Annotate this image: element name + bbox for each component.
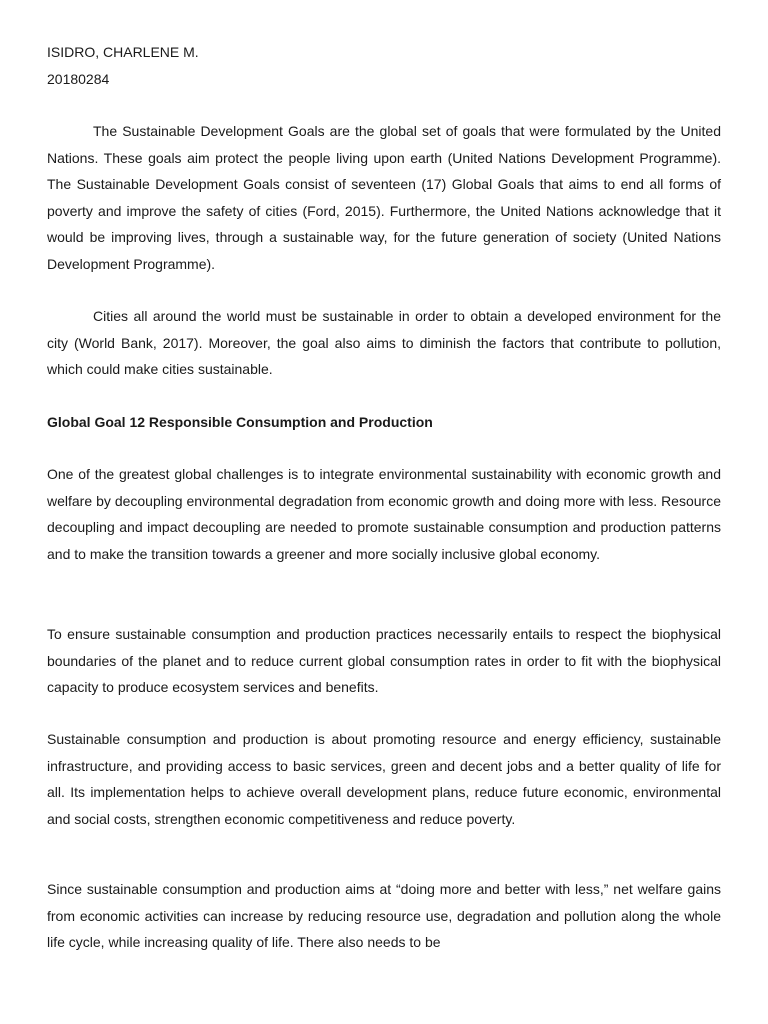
paragraph-global-challenges: One of the greatest global challenges is to integrate environmental sustainability with economic growth and welfare by decoupling environmental degradation from economic growth and doing more with less. Resource decoupling and impact decoupling are needed to promote sustainable consumption and production patterns and to make the transition towards a greener and more socially inclusive global economy. bbox=[47, 466, 721, 562]
paragraph-biophysical-boundaries: To ensure sustainable consumption and production practices necessarily entails to respect the biophysical boundaries of the planet and to reduce current global consumption rates in order to fit with the biophysical capacity to produce ecosystem services and benefits. bbox=[47, 626, 721, 695]
paragraph-resource-efficiency: Sustainable consumption and production is about promoting resource and energy efficiency, sustainable infrastructure, and providing access to basic services, green and decent jobs and a better quality of life for all. Its implementation helps to achieve overall development plans, reduce future economic, environmental and social costs, strengthen economic competitiveness and reduce poverty. bbox=[47, 731, 721, 827]
author-name: ISIDRO, CHARLENE M. bbox=[47, 44, 199, 60]
paragraph-sustainable-cities: Cities all around the world must be sustainable in order to obtain a developed environment for the city (World Bank, 2017). Moreover, the goal also aims to diminish the factors that contribute to pollution, which could make cities sustainable. bbox=[47, 308, 721, 377]
student-id: 20180284 bbox=[47, 71, 110, 87]
paragraph-doing-more-with-less: Since sustainable consumption and production aims at “doing more and better with less,” net welfare gains from economic activities can increase by reducing resource use, degradation and pollution along the whole life cycle, while increasing quality of life. There also needs to be bbox=[47, 881, 721, 950]
paragraph-sdg-intro: The Sustainable Development Goals are the global set of goals that were formulated by the United Nations. These goals aim protect the people living upon earth (United Nations Development Programme). The Sustainable Development Goals consist of seventeen (17) Global Goals that aims to end all forms of poverty and improve the safety of cities (Ford, 2015). Furthermore, the United Nations acknowledge that it would be improving lives, through a sustainable way, for the future generation of society (United Nations Development Programme). bbox=[47, 123, 721, 272]
section-heading-goal-12: Global Goal 12 Responsible Consumption and Production bbox=[47, 414, 433, 430]
